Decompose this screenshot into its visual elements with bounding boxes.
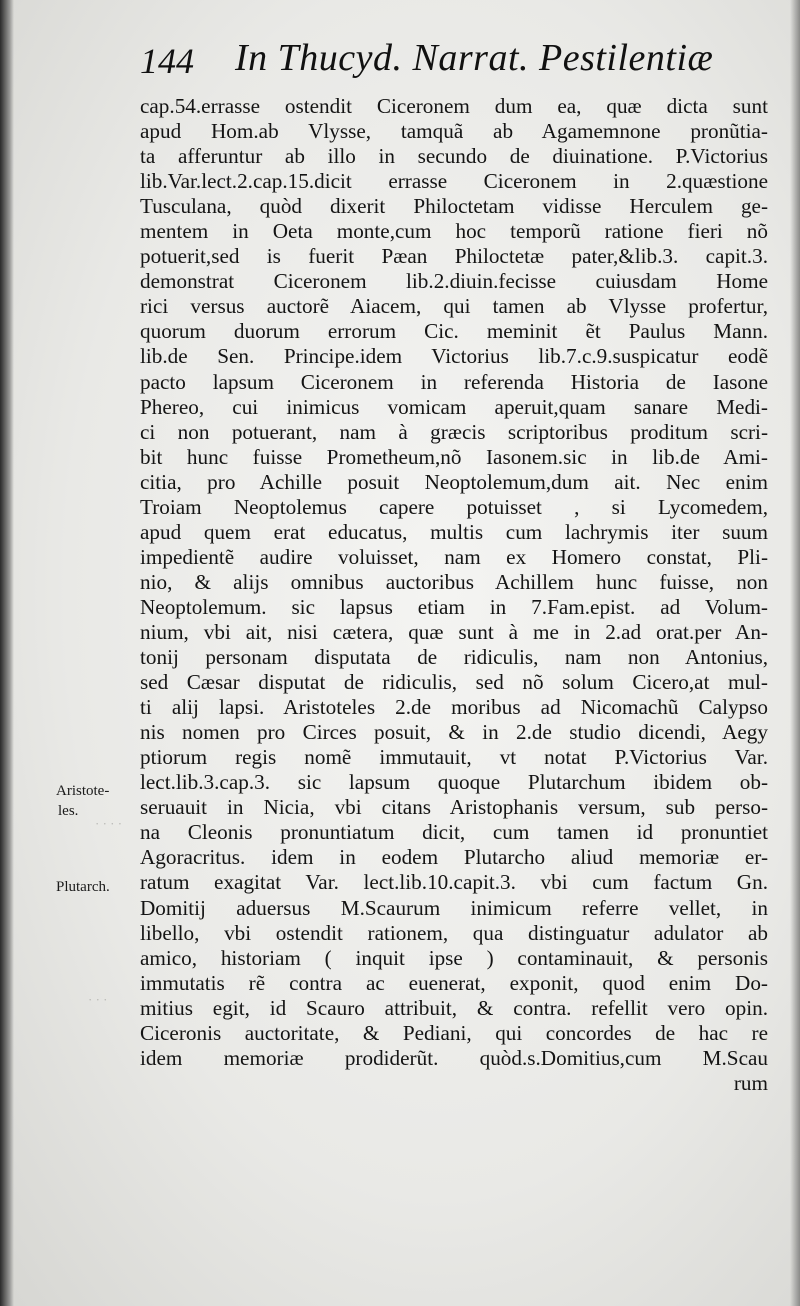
text-line: cap.54.errasse ostendit Ciceronem dum ea, quæ dicta sunt: [140, 94, 768, 118]
body-text: [140, 94, 768, 1096]
margin-note-aristoteles: [56, 781, 109, 821]
text-line: lib.de Sen. Principe.idem Victorius lib.7.c.9.suspicatur eodẽ: [140, 344, 768, 369]
text-line: tonij personam disputata de ridiculis, nam non Antonius,: [140, 645, 768, 670]
page-edge-shadow: [790, 0, 800, 1306]
page-header: [140, 36, 760, 88]
text-line: quorum duorum errorum Cic. meminit ẽt Paulus Mann.: [140, 319, 768, 344]
text-line: amico, historiam ( inquit ipse ) contaminauit, & personis: [140, 945, 768, 970]
text-line: nium, vbi ait, nisi cætera, quæ sunt à me in 2.ad orat.per An-: [140, 619, 768, 644]
text-line: rici versus auctorẽ Aiacem, qui tamen ab Vlysse profertur,: [140, 294, 768, 319]
text-line: sed Cæsar disputat de ridiculis, sed nõ solum Cicero,at mul-: [140, 670, 768, 695]
page-gutter-shadow: [0, 0, 14, 1306]
text-line: na Cleonis pronuntiatum dicit, cum tamen id pronuntiet: [140, 820, 768, 845]
text-line: idem memoriæ prodiderũt. quòd.s.Domitius,cum M.Scau: [140, 1045, 768, 1070]
text-line: Domitij aduersus M.Scaurum inimicum referre vellet, in: [140, 895, 768, 920]
margin-note-plutarchus: Plutarch.: [56, 879, 110, 895]
text-line: ratum exagitat Var. lect.lib.10.capit.3. vbi cum factum Gn.: [140, 870, 768, 895]
text-line: Troiam Neoptolemus capere potuisset , si Lycomedem,: [140, 494, 768, 519]
text-line: apud Hom.ab Vlysse, tamquã ab Agamemnone pronũtia-: [140, 119, 768, 144]
text-line: pacto lapsum Ciceronem in referenda Historia de Iasone: [140, 369, 768, 394]
text-line: libello, vbi ostendit rationem, qua distinguatur adulator ab: [140, 920, 768, 945]
text-line: lib.Var.lect.2.cap.15.dicit errasse Ciceronem in 2.quæstione: [140, 169, 768, 194]
text-line: demonstrat Ciceronem lib.2.diuin.fecisse cuiusdam Home: [140, 269, 768, 294]
text-line: Agoracritus. idem in eodem Plutarcho aliud memoriæ er-: [140, 845, 768, 870]
text-line: ci non potuerant, nam à græcis scriptoribus proditum scri-: [140, 419, 768, 444]
text-line: citia, pro Achille posuit Neoptolemum,dum ait. Nec enim: [140, 469, 768, 494]
text-line: seruauit in Nicia, vbi citans Aristophanis versum, sub perso-: [140, 795, 768, 820]
margin-note-aristoteles-line-2: les.: [58, 803, 79, 819]
text-line: nio, & alijs omnibus auctoribus Achillem hunc fuisse, non: [140, 569, 768, 594]
text-line: ptiorum regis nomẽ immutauit, vt notat P.Victorius Var.: [140, 745, 768, 770]
text-line: ti alij lapsi. Aristoteles 2.de moribus ad Nicomachũ Calypso: [140, 695, 768, 720]
text-line: mitius egit, id Scauro attribuit, & contra. refellit vero opin.: [140, 995, 768, 1020]
running-head: In Thucyd. Narrat. Pestilentiæ: [235, 37, 714, 79]
text-line: Tusculana, quòd dixerit Philoctetam vidisse Herculem ge-: [140, 194, 768, 219]
bleed-through-mark: · · · ·: [95, 816, 123, 831]
text-line: Phereo, cui inimicus vomicam aperuit,quam sanare Medi-: [140, 394, 768, 419]
page-number: 144: [140, 41, 194, 81]
bleed-through-mark: · · ·: [88, 992, 108, 1007]
text-line: bit hunc fuisse Prometheum,nõ Iasonem.sic in lib.de Ami-: [140, 444, 768, 469]
text-line: mentem in Oeta monte,cum hoc temporũ ratione fieri nõ: [140, 219, 768, 244]
text-line: lect.lib.3.cap.3. sic lapsum quoque Plutarchum ibidem ob-: [140, 770, 768, 795]
catchword: rum: [733, 1070, 768, 1095]
text-line: nis nomen pro Circes posuit, & in 2.de studio dicendi, Aegy: [140, 720, 768, 745]
text-line: ta afferuntur ab illo in secundo de diuinatione. P.Victorius: [140, 144, 768, 169]
text-line: Ciceronis auctoritate, & Pediani, qui concordes de hac re: [140, 1020, 768, 1045]
margin-note-aristoteles-line-1: Aristote-: [56, 783, 110, 799]
text-line: immutatis rẽ contra ac euenerat, exponit, quod enim Do-: [140, 970, 768, 995]
text-line: Neoptolemum. sic lapsus etiam in 7.Fam.epist. ad Volum-: [140, 594, 768, 619]
text-line: potuerit,sed is fuerit Pæan Philoctetæ pater,&lib.3. capit.3.: [140, 244, 768, 269]
text-line: impedientẽ audire voluisset, nam ex Homero constat, Pli-: [140, 544, 768, 569]
text-line: apud quem erat educatus, multis cum lachrymis iter suum: [140, 519, 768, 544]
